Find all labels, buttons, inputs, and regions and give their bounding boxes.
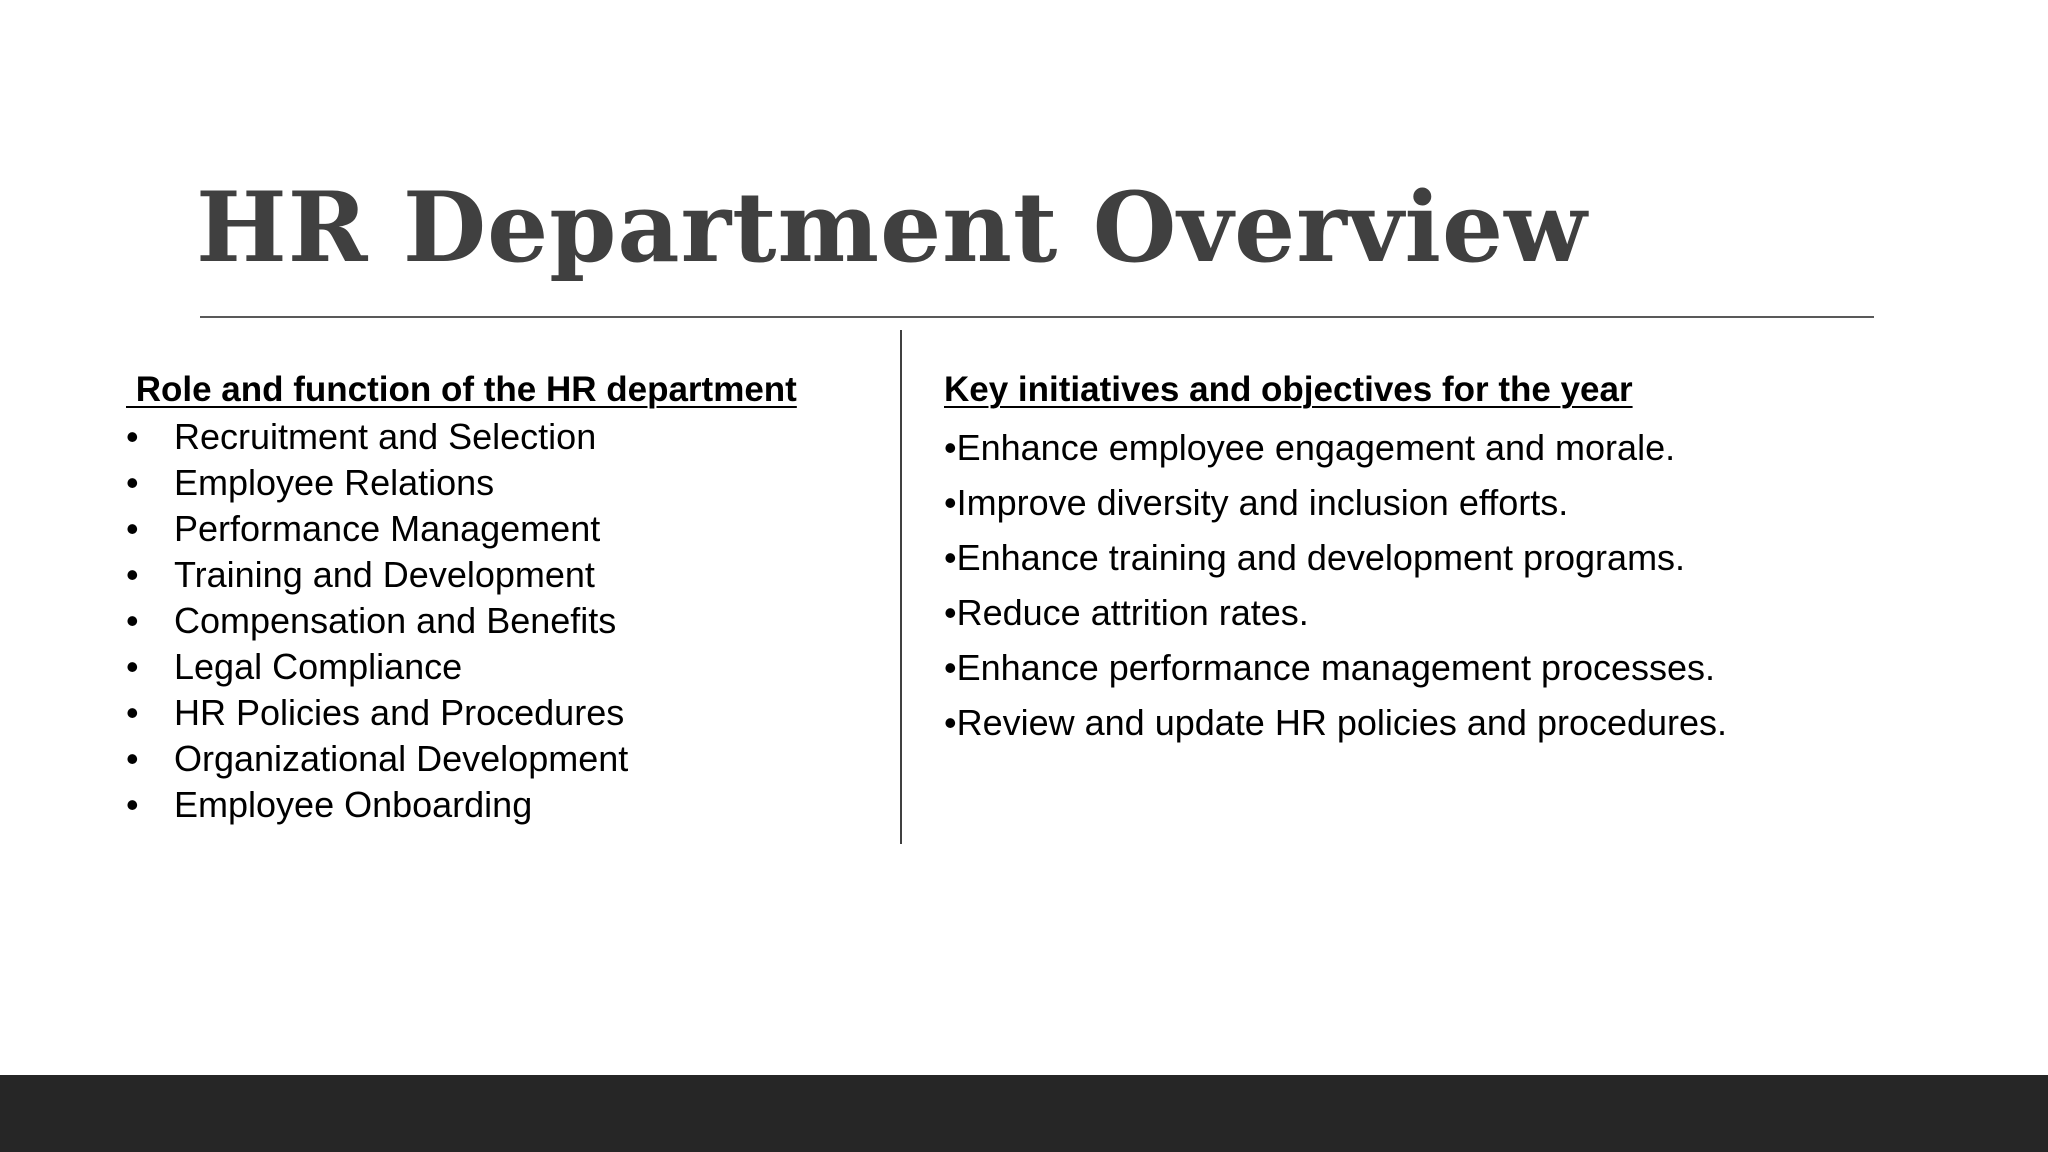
list-item: •Enhance training and development programs. [944,537,1686,578]
list-item [126,414,876,460]
list-item-text: Employee Onboarding [174,784,533,825]
initiatives-list [944,420,1944,750]
right-heading: Key initiatives and objectives for the year [944,370,1633,409]
list-item-text: Organizational Development [174,738,629,779]
list-item-text: Compensation and Benefits [174,600,617,641]
list-item [126,598,876,644]
left-column [126,366,876,828]
footer-bar [0,1075,2048,1152]
bullet-icon: • [126,692,139,733]
list-item: •Enhance employee engagement and morale. [944,427,1676,468]
bullet-icon: • [126,416,139,457]
bullet-icon: • [126,554,139,595]
list-item-text: Performance Management [174,508,601,549]
right-column [944,366,1944,750]
list-item: •Enhance performance management processes. [944,647,1716,688]
list-item [126,690,876,736]
bullet-icon: • [126,646,139,687]
list-item [126,506,876,552]
list-item [126,460,876,506]
slide-title: HR Department Overview [196,171,1588,284]
bullet-icon: • [126,600,139,641]
list-item [126,644,876,690]
list-item-text: Legal Compliance [174,646,463,687]
hr-functions-list [126,414,876,828]
list-item-text: Recruitment and Selection [174,416,597,457]
bullet-icon: • [126,462,139,503]
list-item-text: Employee Relations [174,462,495,503]
title-divider [200,316,1874,318]
list-item: •Review and update HR policies and procedures. [944,702,1728,743]
list-item: •Improve diversity and inclusion efforts. [944,482,1569,523]
list-item [126,736,876,782]
list-item-text: HR Policies and Procedures [174,692,625,733]
list-item-text: Training and Development [174,554,595,595]
bullet-icon: • [126,784,139,825]
left-heading: Role and function of the HR department [126,370,797,409]
bullet-icon: • [126,508,139,549]
list-item: •Reduce attrition rates. [944,592,1309,633]
bullet-icon: • [126,738,139,779]
list-item [126,782,876,828]
column-divider [900,330,902,844]
list-item [126,552,876,598]
